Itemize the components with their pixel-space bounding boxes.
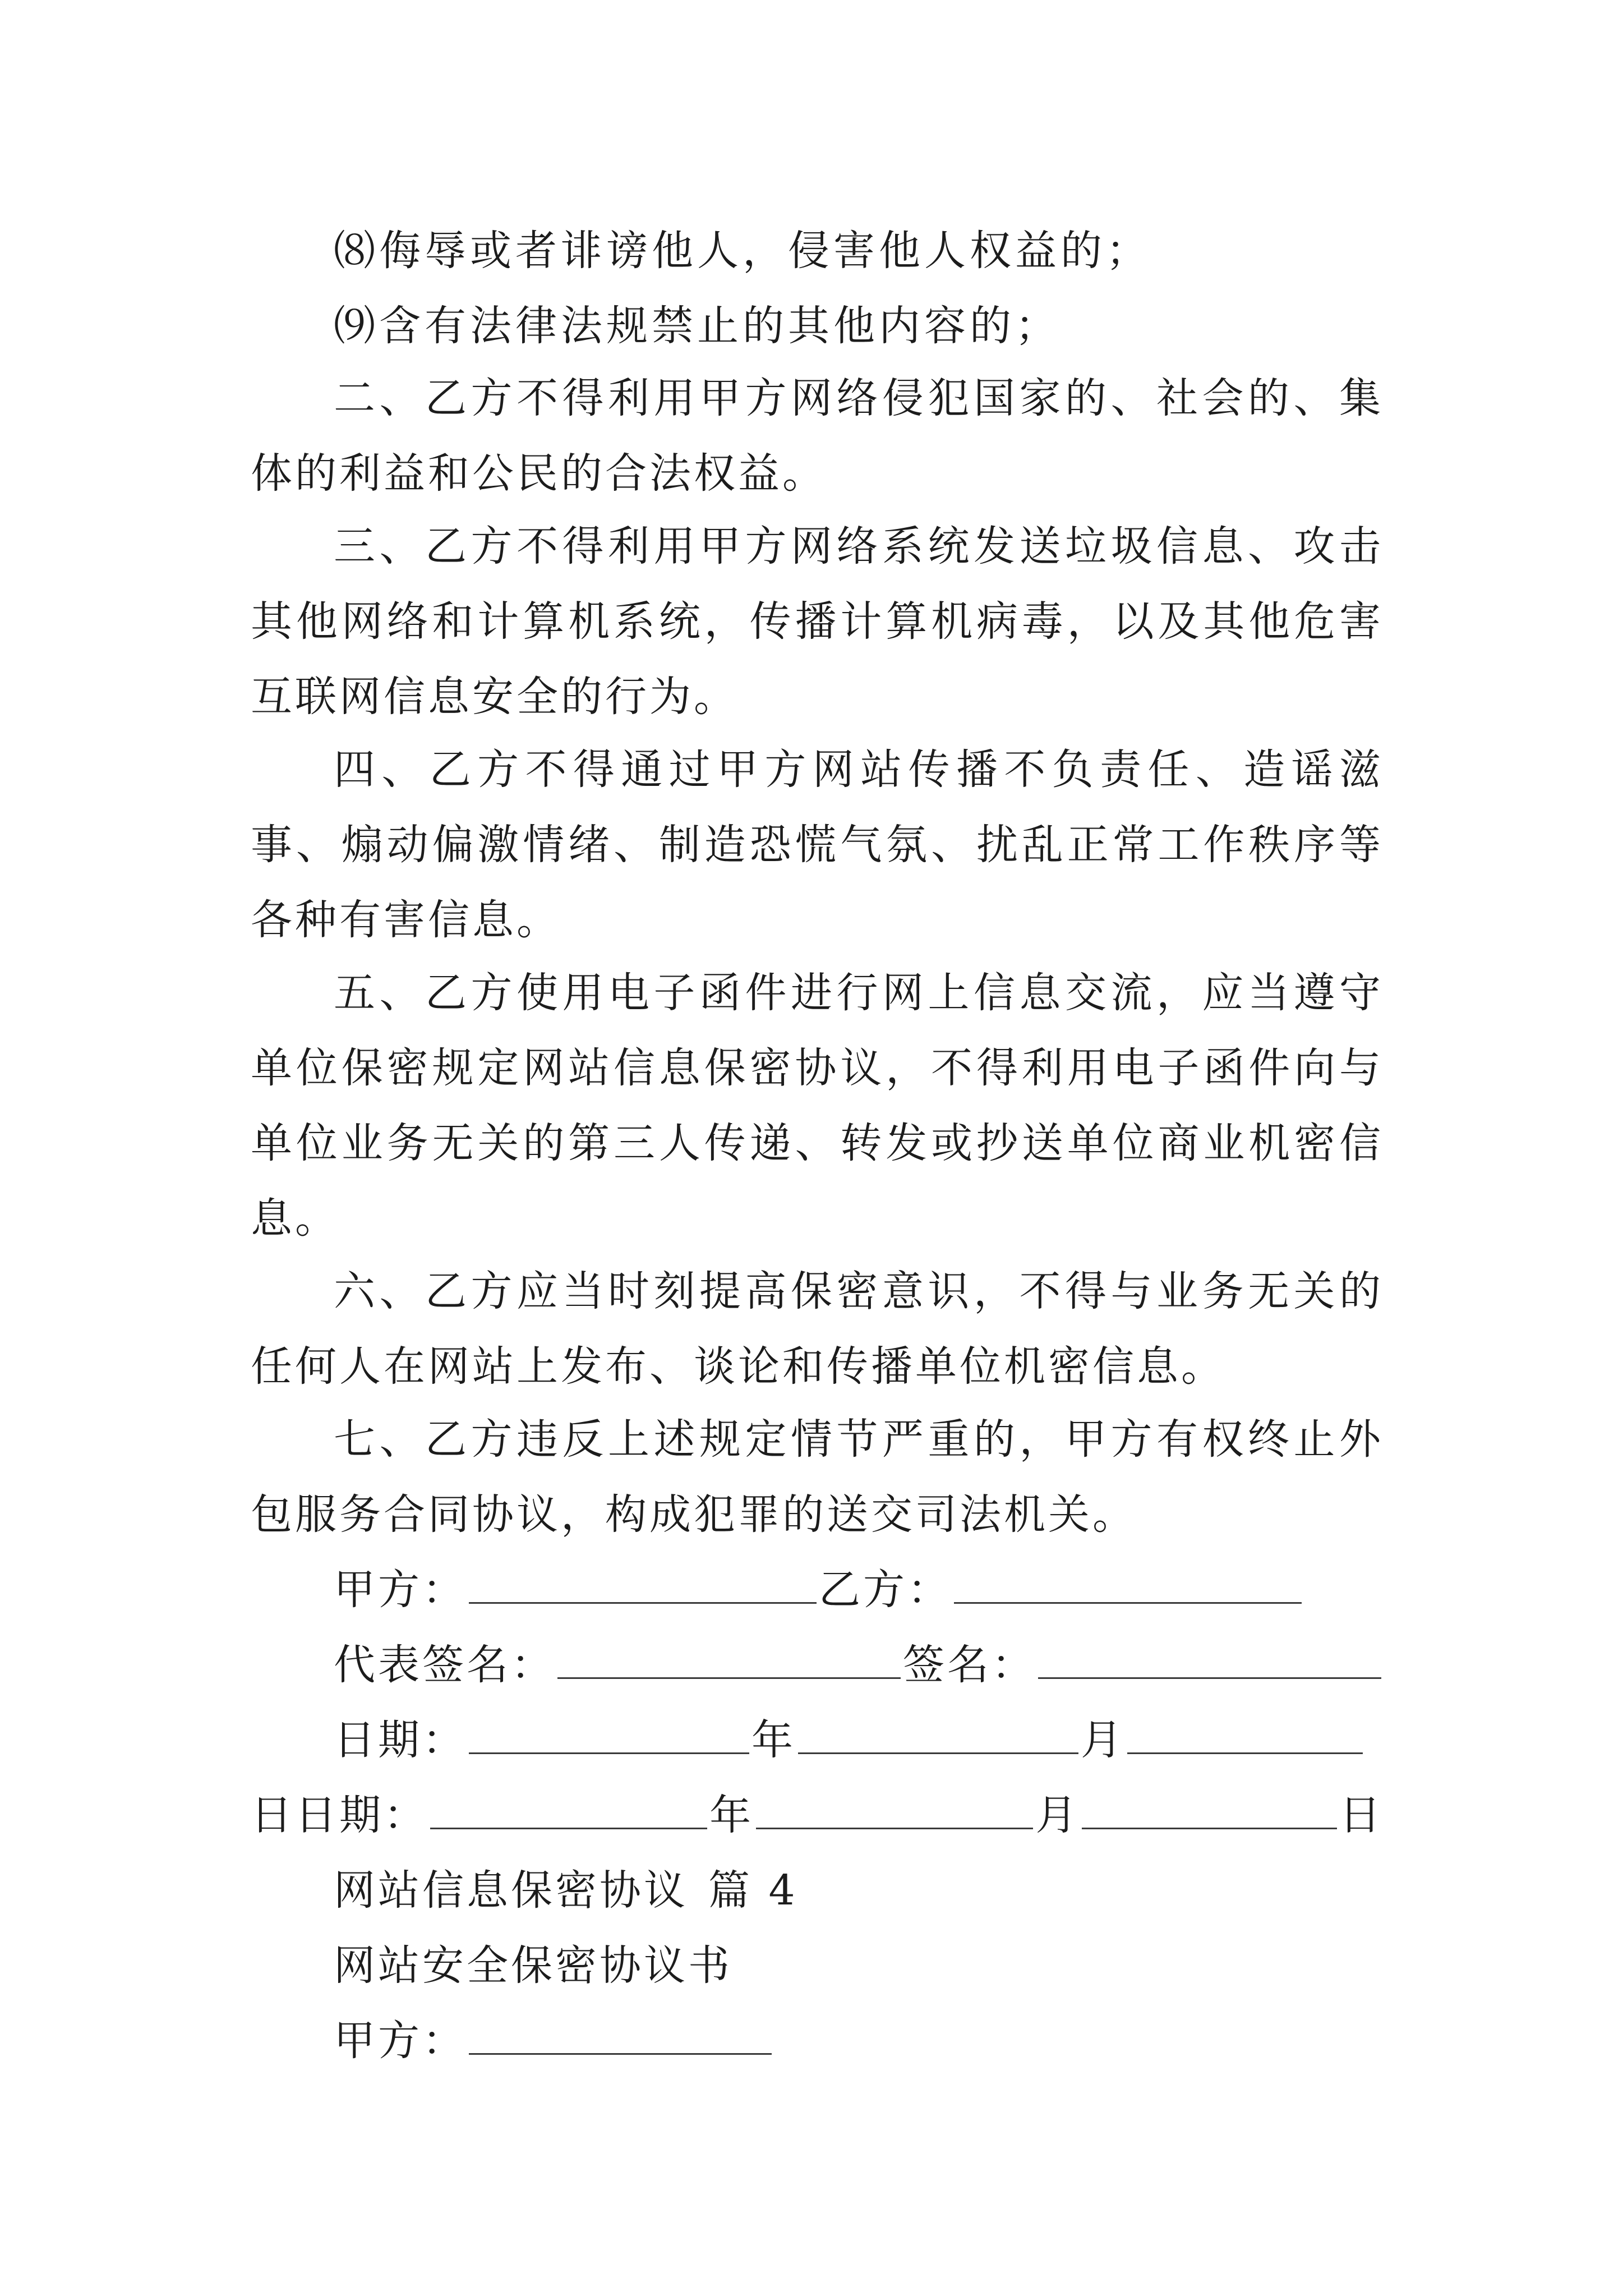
party-a-label: 甲方： — [334, 1566, 467, 1614]
year-label-b: 年 — [709, 1791, 754, 1839]
rep-sign-label: 代表签名： — [334, 1641, 555, 1689]
party-a-field[interactable] — [469, 1567, 817, 1604]
section-heading — [251, 1853, 1384, 1928]
party-b-field[interactable] — [954, 1567, 1302, 1604]
party-a-label-2: 甲方： — [334, 2017, 467, 2065]
party-line — [251, 1552, 1384, 1627]
date-b-day-field[interactable] — [1082, 1793, 1337, 1829]
date-b-label: 日日期： — [251, 1791, 428, 1839]
article-3: 三、乙方不得利用甲方网络系统发送垃圾信息、攻击其他网络和计算机系统，传播计算机病毒，以及其他危害互联网信息安全的行为。 — [251, 522, 1384, 721]
article-5: 五、乙方使用电子函件进行网上信息交流，应当遵守单位保密规定网站信息保密协议，不得利用电子函件向与单位业务无关的第三人传递、转发或抄送单位商业机密信息。 — [251, 969, 1384, 1243]
date-b-year-field[interactable] — [430, 1793, 707, 1829]
rep-sign-field[interactable] — [557, 1642, 901, 1679]
document-page — [251, 213, 1384, 2078]
section-title: 网站信息保密协议 — [334, 1866, 688, 1915]
sign-label: 签名： — [903, 1641, 1036, 1689]
date-line-a — [251, 1703, 1384, 1778]
year-label-a: 年 — [751, 1716, 796, 1764]
signature-line — [251, 1627, 1384, 1703]
date-a-day-field[interactable] — [1127, 1718, 1363, 1754]
party-a-field-2[interactable] — [469, 2018, 772, 2055]
section-number: 篇 4 — [708, 1866, 798, 1915]
date-a-month-field[interactable] — [798, 1718, 1078, 1754]
article-7: 七、乙方违反上述规定情节严重的，甲方有权终止外包服务合同协议，构成犯罪的送交司法机关。 — [251, 1415, 1384, 1539]
date-b-month-field[interactable] — [756, 1793, 1033, 1829]
month-label-a: 月 — [1081, 1716, 1125, 1764]
date-a-label: 日期： — [334, 1716, 467, 1764]
party-b-label: 乙方： — [819, 1566, 952, 1614]
document-title-line — [251, 1928, 1384, 2003]
day-label-b: 日 — [1339, 1791, 1384, 1839]
article-6: 六、乙方应当时刻提高保密意识，不得与业务无关的任何人在网站上发布、谈论和传播单位机密信息。 — [251, 1267, 1384, 1391]
month-label-b: 月 — [1035, 1791, 1080, 1839]
party-a-line — [251, 2003, 1384, 2078]
clause-9: ⑼含有法律法规禁止的其他内容的； — [334, 302, 1061, 350]
clause-8: ⑻侮辱或者诽谤他人，侵害他人权益的； — [334, 227, 1151, 275]
article-2: 二、乙方不得利用甲方网络侵犯国家的、社会的、集体的利益和公民的合法权益。 — [251, 374, 1384, 498]
date-line-b — [251, 1778, 1384, 1853]
sign-field[interactable] — [1038, 1642, 1381, 1679]
date-a-year-field[interactable] — [469, 1718, 749, 1754]
document-title: 网站安全保密协议书 — [334, 1941, 732, 1990]
article-4: 四、乙方不得通过甲方网站传播不负责任、造谣滋事、煽动偏激情绪、制造恐慌气氛、扰乱正常工作秩序等各种有害信息。 — [251, 746, 1384, 944]
